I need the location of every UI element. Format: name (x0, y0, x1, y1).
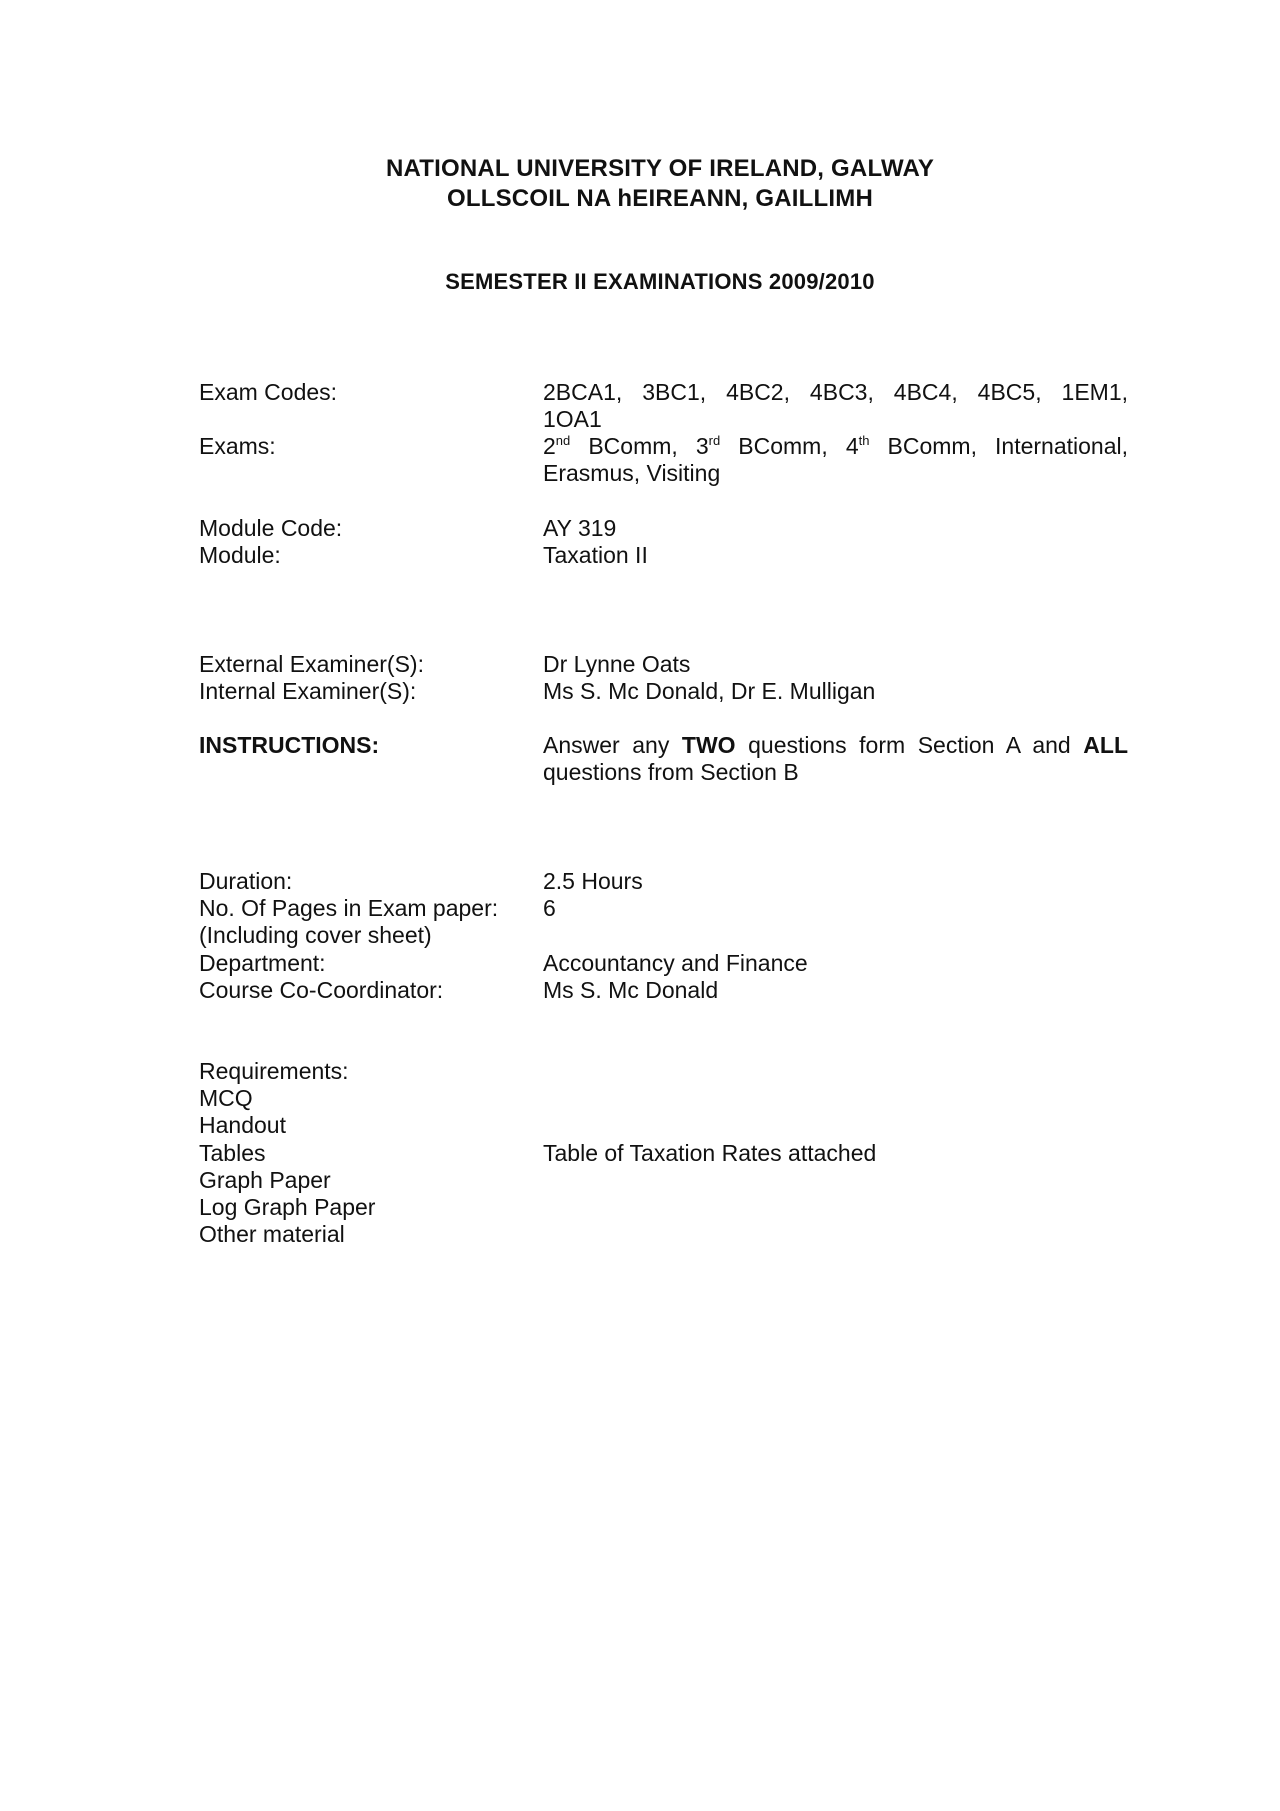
exams-value-line1 (543, 433, 1128, 460)
instructions-text-mid: questions form Section A and (735, 732, 1084, 758)
pages-label: No. Of Pages in Exam paper: (199, 895, 499, 921)
external-examiner-label: External Examiner(S): (199, 651, 424, 677)
instructions-bold-all: ALL (1083, 732, 1128, 758)
exams-year-3: 3 (695, 433, 709, 459)
exams-text-2: BComm, (720, 433, 846, 459)
requirement-item: MCQ (199, 1085, 253, 1111)
requirements-heading: Requirements: (199, 1058, 349, 1084)
instructions-text-pre: Answer any (543, 732, 682, 758)
coordinator-label: Course Co-Coordinator: (199, 977, 444, 1003)
exams-year-4: 4 (845, 433, 859, 459)
pages-value: 6 (543, 895, 556, 921)
exams-year-2: 2 (543, 433, 556, 459)
exams-value-line2: Erasmus, Visiting (543, 460, 721, 486)
module-value: Taxation II (543, 542, 648, 568)
requirement-item: Other material (199, 1221, 345, 1247)
university-name-english: NATIONAL UNIVERSITY OF IRELAND, GALWAY (385, 155, 935, 182)
requirement-item: Tables (199, 1140, 266, 1166)
exams-year-4-suffix: th (858, 433, 870, 448)
exams-text-3: BComm, International, (869, 433, 1129, 459)
exams-year-2-suffix: nd (555, 433, 571, 448)
duration-value: 2.5 Hours (543, 868, 643, 894)
coordinator-value: Ms S. Mc Donald (543, 977, 719, 1003)
exam-codes-value-line1: 2BCA1, 3BC1, 4BC2, 4BC3, 4BC4, 4BC5, 1EM1, (543, 379, 1128, 405)
exam-session-title: SEMESTER II EXAMINATIONS 2009/2010 (445, 269, 875, 294)
module-code-label: Module Code: (199, 515, 343, 541)
requirement-item: Handout (199, 1112, 286, 1138)
internal-examiner-value: Ms S. Mc Donald, Dr E. Mulligan (543, 678, 876, 704)
exams-year-3-suffix: rd (708, 433, 721, 448)
module-code-value: AY 319 (543, 515, 617, 541)
requirement-item: Graph Paper (199, 1167, 331, 1193)
internal-examiner-label: Internal Examiner(S): (199, 678, 417, 704)
pages-label-note: (Including cover sheet) (199, 922, 432, 948)
exams-label: Exams: (199, 433, 276, 459)
module-label: Module: (199, 542, 281, 568)
external-examiner-value: Dr Lynne Oats (543, 651, 691, 677)
duration-label: Duration: (199, 868, 293, 894)
requirement-item: Log Graph Paper (199, 1194, 376, 1220)
instructions-value-line2: questions from Section B (543, 759, 799, 785)
exam-codes-value-line2: 1OA1 (543, 406, 602, 432)
instructions-bold-two: TWO (681, 732, 736, 758)
instructions-label: INSTRUCTIONS: (199, 732, 380, 758)
department-label: Department: (199, 950, 326, 976)
exams-text-1: BComm, (570, 433, 696, 459)
tables-note: Table of Taxation Rates attached (543, 1140, 877, 1166)
instructions-value-line1 (543, 732, 1128, 759)
university-name-irish: OLLSCOIL NA hEIREANN, GAILLIMH (447, 185, 873, 212)
department-value: Accountancy and Finance (543, 950, 808, 976)
exam-codes-label: Exam Codes: (199, 379, 338, 405)
